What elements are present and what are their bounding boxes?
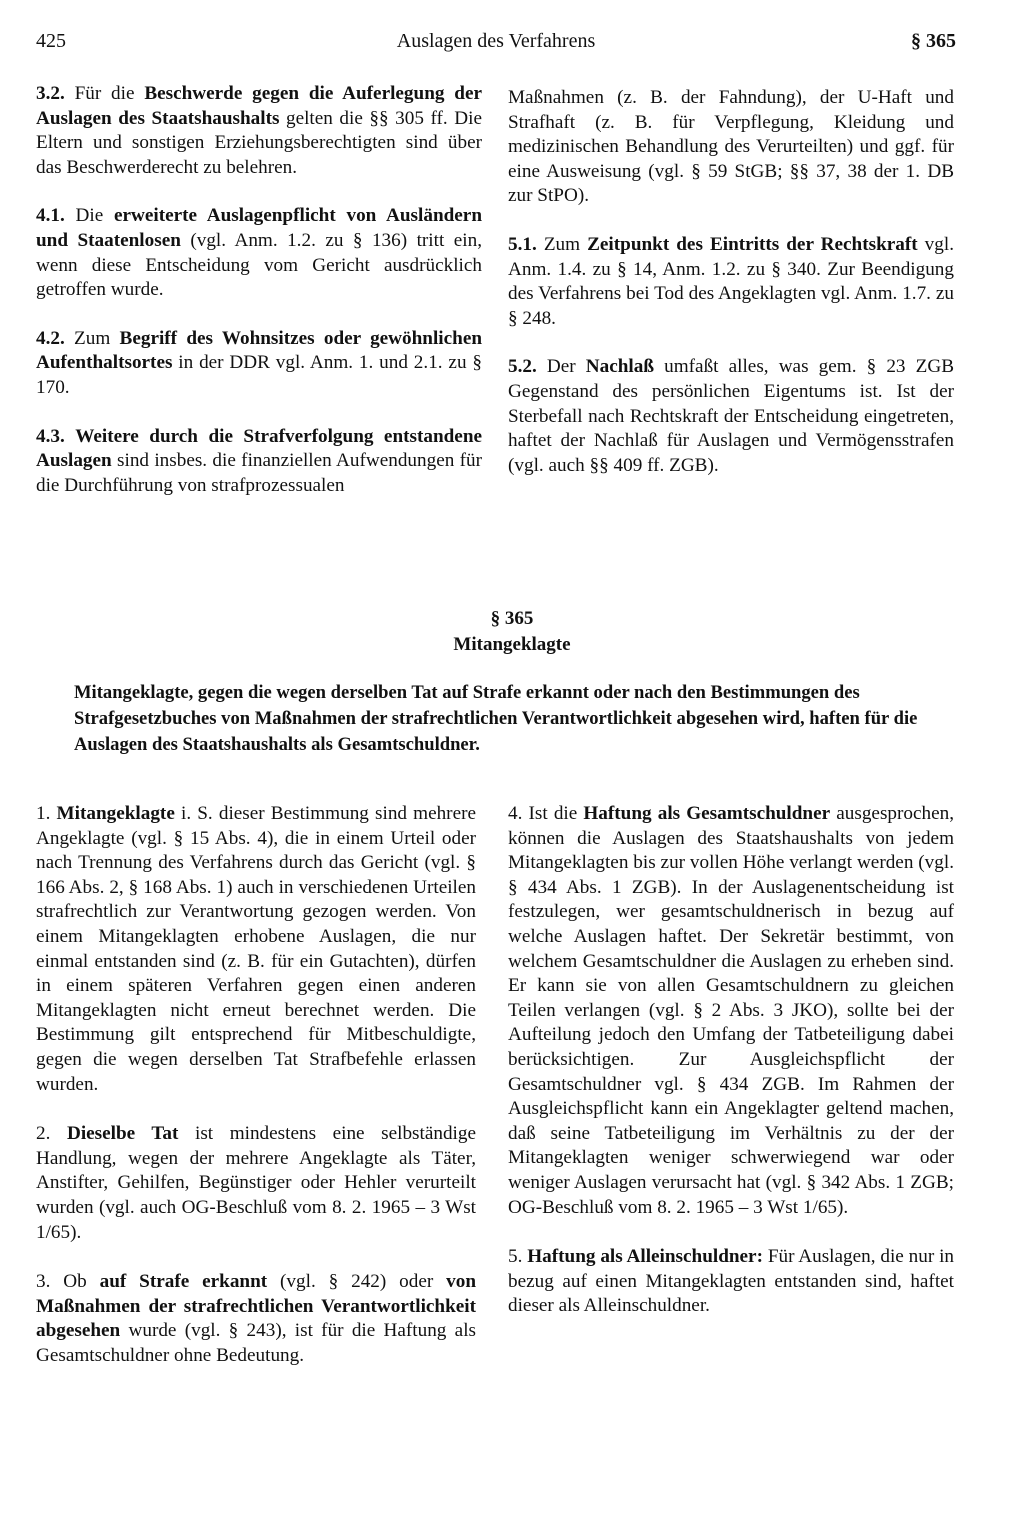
annotations-top-right-column <box>508 86 954 478</box>
keyword: Beschwerde gegen die Auferlegung der Auslagen des Staatshaushalts <box>36 83 482 129</box>
annotation-number: 1. <box>36 803 51 824</box>
keyword: Haftung als Gesamtschuldner <box>583 803 831 824</box>
annotation-5 <box>508 1245 954 1319</box>
text-span: (vgl. § 242) oder <box>267 1271 447 1293</box>
text-span: sind insbes. die finanziellen Aufwendungen für die Durchführung von strafprozessualen <box>36 450 482 496</box>
annotation-5-1 <box>508 233 954 331</box>
text-span: Ist die <box>528 803 584 824</box>
annotation-4-3 <box>36 425 482 499</box>
annotation-4 <box>508 802 954 1220</box>
annotation-number: 5. <box>508 1246 523 1268</box>
annotation-number: 4. <box>508 803 523 824</box>
annotation-number: 2. <box>36 1123 51 1145</box>
annotation-number: 3.2. <box>36 83 65 104</box>
keyword: erweiterte Auslagenpflicht von Ausländern und Staatenlosen <box>36 205 482 251</box>
text-span: gelten die §§ 305 ff. Die Eltern und sonstigen Erziehungsberechtigten sind über das Beschwerderecht zu belehren. <box>36 107 482 178</box>
text-span: Die <box>75 205 114 227</box>
text-span: Für die <box>74 83 145 104</box>
annotation-4-3-continued: Maßnahmen (z. B. der Fahndung), der U-Haft und Strafhaft (z. B. für Verpflegung, Kleidung und medizinischen Behandlung des Verurteilten) und ggf. für eine Ausweisung (vgl. § 59 StGB; §§ 37, 38 der 1. DB zur StPO). <box>508 87 954 207</box>
text-span: (vgl. Anm. 1.2. zu § 136) tritt ein, wenn diese Entscheidung vom Gericht ausdrücklich getroffen wurde. <box>36 229 482 301</box>
text-span: Ob <box>63 1271 100 1293</box>
annotation-3 <box>36 1270 476 1368</box>
keyword: Mitangeklagte <box>56 803 175 824</box>
statute-text: Mitangeklagte, gegen die wegen derselben Tat auf Strafe erkannt oder nach den Bestimmungen des Strafgesetzbuches von Maßnahmen der strafrechtlichen Verantwortlichkeit abgesehen wird, haften für die Auslagen des Staatshaushalts als Gesamtschuldner. <box>74 682 918 755</box>
running-section: § 365 <box>911 30 956 52</box>
text-span: Der <box>546 356 586 378</box>
section-heading <box>0 606 1024 658</box>
text-span: Zum <box>543 233 588 255</box>
keyword: Dieselbe Tat <box>66 1123 179 1145</box>
section-number: § 365 <box>490 608 534 629</box>
annotations-top-left-column <box>36 82 482 498</box>
keyword: Weitere durch die Strafverfolgung entstandene Auslagen <box>36 425 483 472</box>
running-header <box>36 30 956 60</box>
annotation-number: 4.2. <box>36 327 65 349</box>
section-title: Mitangeklagte <box>453 634 571 655</box>
annotation-number: 4.1. <box>36 205 65 227</box>
keyword: auf Strafe erkannt <box>99 1271 268 1293</box>
annotation-number: 5.2. <box>508 356 537 378</box>
text-span: ist mindestens eine selbständige Handlung, wegen der mehrere Angeklagte als Täter, Anstifter, Gehilfen, Begünstiger oder Hehler verurteilt wurden (vgl. auch OG-Beschluß vom 8. 2. 1965 – 3 Wst 1/65). <box>36 1123 476 1243</box>
page-number: 425 <box>36 30 66 52</box>
keyword: Begriff des Wohnsitzes oder gewöhnlichen Aufenthaltsortes <box>36 327 483 374</box>
running-title: Auslagen des Verfahrens <box>396 30 596 52</box>
annotation-4-1 <box>36 204 482 302</box>
keyword: Haftung als Alleinschuldner: <box>527 1246 763 1268</box>
text-span: Zum <box>74 327 120 349</box>
annotation-3-2 <box>36 82 482 180</box>
text-span: wurde (vgl. § 243), ist für die Haftung als Gesamtschuldner ohne Bedeutung. <box>36 1320 476 1366</box>
annotation-5-2 <box>508 355 954 478</box>
annotation-number: 4.3. <box>36 425 65 447</box>
annotation-number: 5.1. <box>508 233 537 255</box>
annotation-4-2 <box>36 327 482 401</box>
annotations-bottom-right-column <box>508 802 954 1319</box>
text-span: umfaßt alles, was gem. § 23 ZGB Gegenstand des persönlichen Eigentums ist. Ist der Sterbefall nach Rechtskraft der Entscheidung eingetreten, haftet der Nachlaß für Auslagen und Vermögensstrafen (vgl. auch §§ 409 ff. ZGB). <box>508 356 955 476</box>
keyword: Zeitpunkt des Eintritts der Rechtskraft <box>587 233 918 255</box>
text-span: vgl. Anm. 1.4. zu § 14, Anm. 1.2. zu § 340. Zur Beendigung des Verfahrens bei Tod des Angeklagten vgl. Anm. 1.7. zu § 248. <box>508 233 954 329</box>
keyword: von Maßnahmen der strafrechtlichen Verantwortlichkeit abgesehen <box>36 1271 476 1342</box>
annotations-bottom-left-column <box>36 802 476 1368</box>
text-span: in der DDR vgl. Anm. 1. und 2.1. zu § 170. <box>36 352 482 398</box>
text-span: ausgesprochen, können die Auslagen des Staatshaushalts von jedem Mitangeklagten bis zur vollen Höhe verlangt werden (vgl. § 434 Abs. 1 ZGB). In der Auslagenentscheidung ist festzulegen, wer gesamtschuldnerisch in bezug auf welche Auslagen haftet. Der Sekretär bestimmt, von welchem Gesamtschuldner die Auslagen zu erheben sind. Er kann sie von allen Gesamtschuldnern zu gleichen Teilen verlangen (vgl. § 2 Abs. 3 JKO), sollte bei der Aufteilung jedoch den Umfang der Tatbeteiligung dabei berücksichtigen. Zur Ausgleichspflicht der Gesamtschuldner vgl. § 434 ZGB. Im Rahmen der Ausgleichspflicht kann ein Angeklagter geltend machen, daß seine Tatbeteiligung im Verhältnis zu der der Mitangeklagten weniger schwerwiegend war oder weniger Auslagen verursacht hat (vgl. § 342 Abs. 1 ZGB; OG-Beschluß vom 8. 2. 1965 – 3 Wst 1/65). <box>508 803 955 1218</box>
keyword: Nachlaß <box>585 356 655 378</box>
text-span: Für Auslagen, die nur in bezug auf einen Mitangeklagten entstanden sind, haftet dieser als Alleinschuldner. <box>508 1246 955 1317</box>
annotation-number: 3. <box>36 1271 51 1293</box>
annotation-2 <box>36 1122 476 1245</box>
text-span: i. S. dieser Bestimmung sind mehrere Angeklagte (vgl. § 15 Abs. 4), die in einem Urteil oder nach Trennung des Verfahrens durch das Gericht (vgl. § 166 Abs. 2, § 168 Abs. 1) auch in verschiedenen Urteilen strafrechtlich zur Verantwortung gezogen werden. Von einem Mitangeklagten erhobene Auslagen, die nur einmal entstanden sind (z. B. für ein Gutachten), dürfen in einem späteren Verfahren gegen einen anderen Mitangeklagten nicht erneut berechnet werden. Die Bestimmung gilt entsprechend für Mitbeschuldigte, gegen die wegen derselben Tat Strafbefehle erlassen wurden. <box>36 803 476 1095</box>
annotation-1 <box>36 802 476 1097</box>
